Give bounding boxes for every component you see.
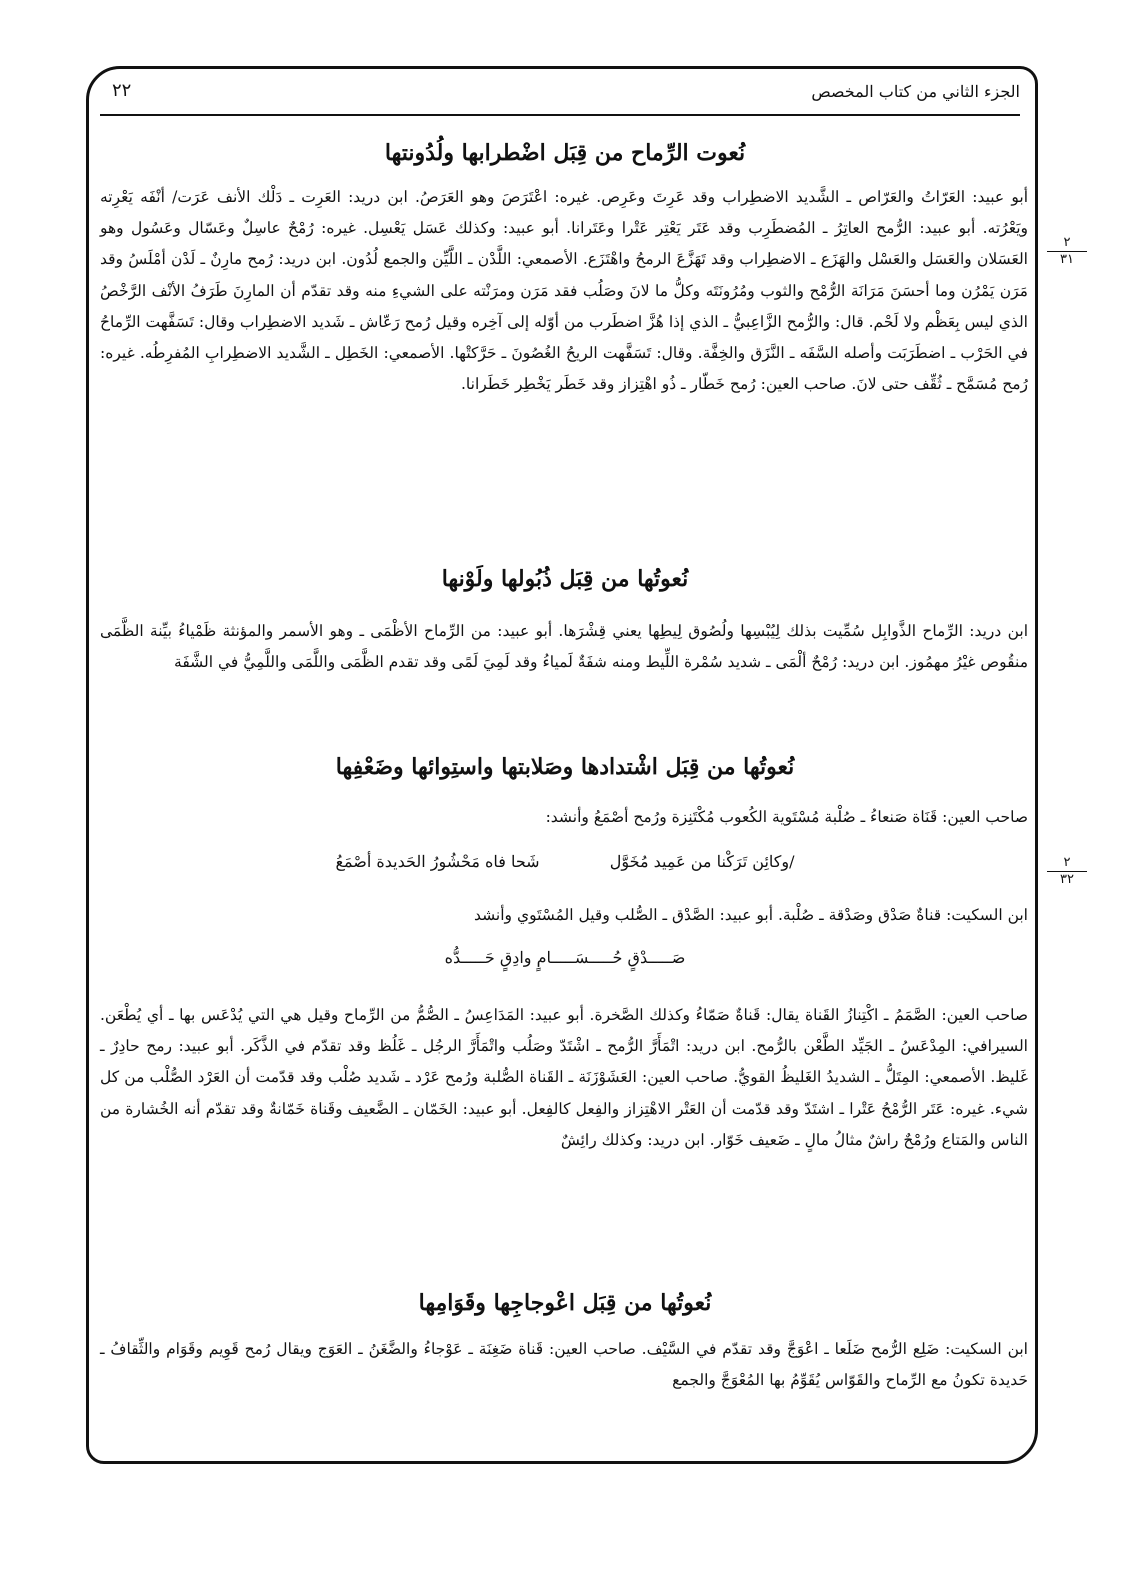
section-text-3: صاحب العين: الصَّمَمُ ـ اكْتِنازُ القَناة يقال: قَناةٌ صَمّاءُ وكذلك الصَّخرة. أبو عبيد: المَدَاعِسُ ـ الصُّمُّ من الرِّماح وقيل هي التي يُدْعَس بها ـ أي يُطْعَن. السيرافي: المِدْعَسُ ـ الجَيِّد الطَّعْن بالرُّمح. ابن دريد: اتْمَأَرَّ الرُّمح ـ اشْتَدّ وصَلُب واتْمَأَرَّ الرجُل ـ غَلُظ وقد تقدّم في الذَّكَر. أبو عبيد: رمح حادِرٌ ـ غَليظ. الأصمعي: المِتَلُّ ـ الشديدُ الغَليظُ القويُّ. صاحب العين: العَشَوْزَنَة ـ القَناة الصُّلبة ورُمح عَرْد ـ شَديد صُلْب وقد قدّمت أن العَرْد الصُّلْب من كل شيء. غيره: عَتَر الرُّمْحُ عَتْرا ـ اشتَدّ وقد قدّمت أن العَتْر الاهْتِزاز والفِعل كالفِعل. أبو عبيد: الخَمّان ـ الضَّعيف وقَناة خَمّانةٌ وقد تقدّم أنه الخُشارة من الناس والمَتاع ورُمْحٌ راشٌ مثالُ مالٍ ـ ضَعيف خَوّار. ابن دريد: وكذلك رائِشٌ bbox=[100, 1006, 1028, 1149]
section-text-2: ابن دريد: الرِّماح الذَّوابِل سُمِّيت بذلك لِيُبْسِها ولُصُوق لِيطِها يعني قِشْرَها. أبو عبيد: من الرِّماح الأظْمَى ـ وهو الأسمر والمؤنثة ظَمْياءُ بيِّنة الظَّمَى منقُوص غيْرُ مهمُوز. ابن دريد: رُمْحٌ ألْمَى ـ شديد سُمْرة اللِّيط ومنه شفَةٌ لَمياءُ وقد لَمِيَ لَمًى وقد تقدم الظَّمَى واللَّمَى واللَّمِيُّ في الشَّفَة bbox=[100, 622, 1028, 672]
section-text-1: أبو عبيد: العَرّاتُ والعَرّاص ـ الشَّديد الاضطِراب وقد عَرِتَ وعَرِص. غيره: اعْتَرَصَ وهو العَرَصُ. ابن دريد: العَرِت ـ دَلْك الأنف عَرَت/ أنْفَه يَعْرِته ويَعْرُته. أبو عبيد: الرُّمح العاتِرُ ـ المُضطَرِب وقد عَتَر يَعْتِر عَتْرا وعَتَرانا. أبو عبيد: وكذلك عَسَل يَعْسِل. غيره: رُمْحٌ عاسِلٌ وعَسّال وعَسُول وهو العَسَلان والعَسَل والعَسْل والهَزَع ـ الاضطِراب وقد تَهَزَّعَ الرمحُ واهْتَزَع. الأصمعي: اللَّدْن ـ اللَّيِّن والجمع لُدُون. ابن دريد: رُمح مارِنٌ ـ لَدْن أمْلَسُ وقد مَرَن يَمْرُن وما أحسَنَ مَرَانَة الرُّمْح والثوب ومُرُونَتَه وكلُّ ما لانَ وصَلُب فقد مَرَن ومرَنْته على الشيءِ منه وقد تقدّم أن المارِنَ طَرَفُ الأنْف الرَّخْصُ الذي ليس بِعَظْم ولا لَحْم. قال: والرُّمح الزَّاعِبيُّ ـ الذي إذا هُزَّ اضطَرب من أوّله إلى آخِره وقيل رُمح رَعّاش ـ شَديد الاضطِراب وقال: تَسَفَّهت الرِّماحُ في الحَرْب ـ اضطَرَبَت وأصله السَّفَه ـ النَّزَق والخِفَّة. وقال: تَسَفَّهت الريحُ الغُصُونَ ـ حَرَّكتْها. الأصمعي: الخَطِل ـ الشَّديد الاضطِرابِ المُفرِطُه. غيره: رُمح مُسَمَّح ـ ثُقِّف حتى لانَ. صاحب العين: رُمح خَطّار ـ ذُو اهْتِزاز وقد خَطَر يَخْطِر خَطَرانا. bbox=[100, 188, 1028, 394]
page-header bbox=[100, 74, 1020, 116]
book-title: الجزء الثاني من كتاب المخصص bbox=[811, 82, 1020, 101]
section-title-1: نُعوت الرِّماح من قِبَل اضْطرابها ولُدُونتها bbox=[384, 140, 746, 166]
section-line-3a: صاحب العين: قَنَاة صَنعاءُ ـ صُلْبة مُسْتَوية الكُعوب مُكْتَنِزة ورُمح أصْمَعُ وأنشد: bbox=[545, 808, 1028, 826]
margin-marker-2: ٢ ٣٢ bbox=[1047, 855, 1087, 887]
margin-marker-1: ٢ ٣١ bbox=[1047, 235, 1087, 267]
section-title-2: نُعوتُها من قِبَل ذُبُولها ولَوْنها bbox=[441, 566, 689, 592]
section-text-4: ابن السكيت: ضَلِع الرُّمح ضَلَعا ـ اعْوَجَّ وقد تقدّم في السَّيْف. صاحب العين: قَناة ضَغِنَة ـ عَوْجاءُ والضَّغَنُ ـ العَوَج ويقال رُمح قَوِيم وقَوَام والثِّقافُ ـ حَديدة تكونُ مع الرِّماح والقَوّاس يُقَوِّمُ بها المُعْوَجَّ والجمع bbox=[100, 1340, 1028, 1390]
verse-hemistich-right: /وكائِن تَرَكْنا من عَمِيد مُخَوَّل bbox=[609, 852, 795, 871]
page-number: ٢٢ bbox=[112, 80, 132, 101]
verse-line-2: صَـــــدْقٍ حُـــــسَـــــامٍ وادِقٍ حَـــــدُّه bbox=[444, 948, 686, 967]
section-title-4: نُعوتُها من قِبَل اعْوجاجِها وقَوَامِها bbox=[418, 1290, 712, 1316]
verse-hemistich-left: شَحا فاه مَحْشُورُ الحَديدة أصْمَعُ bbox=[335, 852, 540, 871]
section-line-3b: ابن السكيت: قناةٌ صَدْق وصَدْقة ـ صُلْبة. أبو عبيد: الصَّدْق ـ الصُّلب وقيل المُسْتَوي وأنشد bbox=[473, 906, 1028, 924]
verse-line-1 bbox=[100, 852, 1030, 871]
section-title-3: نُعوتُها من قِبَل اشْتدادها وصَلابتها واستِوائها وضَعْفِها bbox=[335, 754, 795, 780]
